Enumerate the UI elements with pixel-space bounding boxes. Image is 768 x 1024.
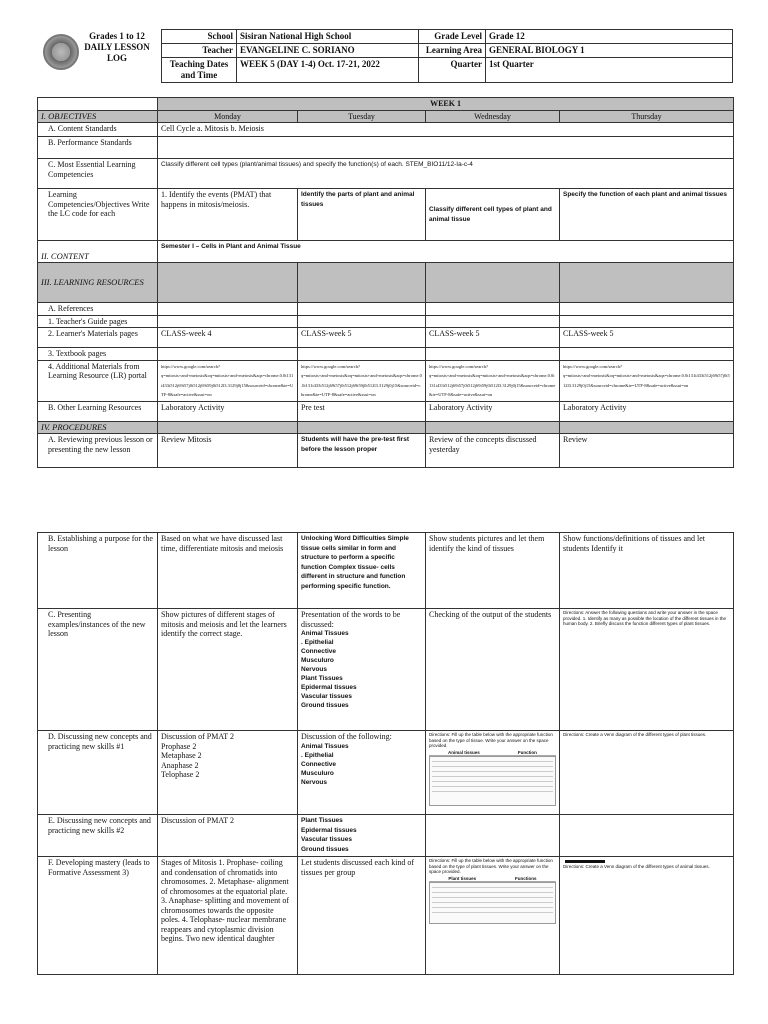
list-item: Vascular tissues: [301, 836, 352, 843]
url-thursday[interactable]: https://www.google.com/search?q=mitosis+and+meiosis&oq=mitosis+and+meiosis&aqs=chrome.0.0i131i433i512j69i57j0i512l3.3129j0j15&sourceid=chrome&ie=UTF-8&safe=active&ssui=on: [560, 360, 734, 401]
list-item: Musculuro: [301, 769, 334, 777]
proc-c-wednesday: Checking of the output of the students: [426, 609, 560, 731]
content-standards-label: A. Content Standards: [38, 123, 158, 137]
lm-label: 2. Learner's Materials pages: [38, 328, 158, 348]
performance-label: B. Performance Standards: [38, 137, 158, 159]
resources-mon: [158, 263, 298, 303]
list-item: Musculuro: [301, 657, 334, 664]
list-item: . Epithelial: [301, 751, 334, 759]
lc-label: Learning Competencies/Objectives Write the LC code for each: [38, 189, 158, 241]
other-monday: Laboratory Activity: [158, 401, 298, 421]
empty-cell: [426, 315, 560, 328]
url-tuesday[interactable]: https://www.google.com/search?q=mitosis+and+meiosis&oq=mitosis+and+meiosis&aqs=chrome.0.0i131i433i512j69i57j0i512j69i59j0i512l3.3129j0j15&sourceid=chrome&ie=UTF-8&safe=active&ssui=on: [298, 360, 426, 401]
proc-d-thursday-directions: Directions: Create a Venn diagram of the different types of plant tissues.: [563, 732, 707, 737]
proc-e-label: E. Discussing new concepts and practicing new skills #2: [38, 815, 158, 857]
proc-c-label: C. Presenting examples/instances of the new lesson: [38, 609, 158, 731]
resources-wed: [426, 263, 560, 303]
tg-label: 1. Teacher's Guide pages: [38, 315, 158, 328]
proc-f-thursday: [560, 857, 734, 975]
lc-tuesday: Identify the parts of plant and animal tissues: [298, 189, 426, 241]
teacher-value: EVANGELINE C. SORIANO: [237, 44, 419, 58]
proc-c-tuesday: [298, 609, 426, 731]
lm-tuesday: CLASS-week 5: [298, 328, 426, 348]
list-item: Discussion of PMAT 2: [161, 732, 234, 741]
list-item: Ground tissues: [301, 845, 349, 853]
proc-d-label: D. Discussing new concepts and practicing new skills #1: [38, 731, 158, 815]
proc-f-thursday-directions: Directions: Create a Venn diagram of the different types of animal tissues.: [563, 864, 710, 869]
school-label: School: [162, 30, 237, 44]
header-table: [37, 29, 733, 83]
melc-label: C. Most Essential Learning Competencies: [38, 159, 158, 189]
title-line3: LOG: [106, 52, 127, 63]
list-item: Nervous: [301, 778, 328, 786]
school-value: Sisiran National High School: [237, 30, 419, 44]
title-line1: Grades 1 to 12: [89, 30, 145, 41]
worksheet-col: Functions: [515, 875, 537, 881]
list-item: Nervous: [301, 666, 328, 673]
lm-wednesday: CLASS-week 5: [426, 328, 560, 348]
quarter-label: Quarter: [419, 58, 486, 83]
other-thursday: Laboratory Activity: [560, 401, 734, 421]
proc-a-monday: Review Mitosis: [158, 434, 298, 468]
area-value: GENERAL BIOLOGY 1: [486, 44, 733, 58]
tb-label: 3. Textbook pages: [38, 348, 158, 361]
empty-cell: [426, 348, 560, 361]
empty-cell: [560, 348, 734, 361]
url-wednesday[interactable]: https://www.google.com/search?q=mitosis+and+meiosis&oq=mitosis+and+meiosis&aqs=chrome.0.0i131i433i512j69i57j0i512j69i59j0i512l3.3129j0j15&sourceid=chrome&ie=UTF-8&safe=active&ssui=on: [426, 360, 560, 401]
list-item: Epidermal tissues: [301, 684, 357, 691]
lc-wednesday: Classify different cell types of plant and animal tissue: [426, 189, 560, 241]
day-wednesday: Wednesday: [426, 110, 560, 123]
empty-cell: [560, 315, 734, 328]
performance-value: [158, 137, 734, 159]
lc-thursday: Specify the function of each plant and animal tissues: [560, 189, 734, 241]
resources-tue: [298, 263, 426, 303]
proc-d-tuesday-intro: Discussion of the following:: [301, 732, 392, 741]
lm-thursday: CLASS-week 5: [560, 328, 734, 348]
area-label: Learning Area: [419, 44, 486, 58]
proc-c-thursday-directions: Directions: Answer the following questions and write your answer in the space provided. 1. Identify as many as possible the location of the different tissues in the human body. 2. Briefly discuss the function different types of plant tissues.: [563, 610, 727, 626]
proc-d-thursday: [560, 731, 734, 815]
proc-b-monday: Based on what we have discussed last time, differentiate mitosis and meiosis: [158, 533, 298, 609]
worksheet-col: Plant tissues: [448, 875, 477, 881]
empty-cell: [426, 303, 560, 316]
proc-f-tuesday: Let students discussed each kind of tissues per group: [298, 857, 426, 975]
heading-bar: [565, 860, 605, 863]
list-item: Epidermal tissues: [301, 826, 357, 834]
proc-c-monday: Show pictures of different stages of mitosis and meiosis and let the learners identify the correct stage.: [158, 609, 298, 731]
quarter-value: 1st Quarter: [486, 58, 733, 83]
proc-c-tuesday-intro: Presentation of the words to be discussed:: [301, 610, 401, 629]
other-tuesday: Pre test: [298, 401, 426, 421]
add-label: 4. Additional Materials from Learning Resource (LR) portal: [38, 360, 158, 401]
objectives-label: I. OBJECTIVES: [38, 110, 158, 123]
empty-cell: [158, 348, 298, 361]
url-monday[interactable]: https://www.google.com/search?q=mitosis+and+meiosis&oq=mitosis+and+meiosis&aqs=chrome.0.0i131i433i512j69i57j0i512j69i59j0i512l3.3129j0j15&sourceid=chrome&ie=UTF-8&safe=active&ssui=on: [158, 360, 298, 401]
proc-a-thursday: Review: [560, 434, 734, 468]
proc-f-wednesday-directions: Directions: Fill up the table below with the appropriate function based on the type of plant tissues. Write your answer on the space provided.: [429, 858, 553, 874]
list-item: Animal Tissues: [301, 742, 349, 750]
empty-cell: [560, 303, 734, 316]
dll-table-page1: [37, 97, 734, 468]
content-standards-value: Cell Cycle a. Mitosis b. Meiosis: [158, 123, 734, 137]
week-label: WEEK 1: [158, 98, 734, 111]
resources-label: III. LEARNING RESOURCES: [38, 263, 158, 303]
proc-b-wednesday: Show students pictures and let them identify the kind of tissues: [426, 533, 560, 609]
dates-label: Teaching Dates and Time: [162, 58, 237, 83]
list-item: Metaphase 2: [161, 751, 202, 760]
lc-monday: 1. Identify the events (PMAT) that happens in mitosis/meiosis.: [158, 189, 298, 241]
day-tuesday: Tuesday: [298, 110, 426, 123]
empty-cell: [158, 421, 298, 434]
procedures-label: IV. PROCEDURES: [38, 421, 158, 434]
empty-cell: [560, 815, 734, 857]
day-thursday: Thursday: [560, 110, 734, 123]
proc-a-label: A. Reviewing previous lesson or presenting the new lesson: [38, 434, 158, 468]
proc-b-label: B. Establishing a purpose for the lesson: [38, 533, 158, 609]
proc-c-thursday: [560, 609, 734, 731]
list-item: Connective: [301, 648, 337, 655]
list-item: Vascular tissues: [301, 693, 352, 700]
empty-cell: [298, 303, 426, 316]
list-item: Ground tissues: [301, 702, 349, 709]
grade-value: Grade 12: [486, 30, 733, 44]
other-wednesday: Laboratory Activity: [426, 401, 560, 421]
empty-cell: [158, 303, 298, 316]
empty-cell: [426, 815, 560, 857]
worksheet-col: Animal tissues: [448, 749, 480, 755]
proc-d-wednesday-directions: Directions: Fill up the table below with the appropriate function based on the type of tissue. Write your answer on the space provided.: [429, 732, 553, 748]
list-item: Connective: [301, 760, 337, 768]
list-item: Plant Tissues: [301, 817, 343, 824]
resources-thu: [560, 263, 734, 303]
header-title-cell: [37, 30, 162, 83]
empty-cell: [158, 315, 298, 328]
empty-cell: [298, 421, 426, 434]
proc-f-wednesday: [426, 857, 560, 975]
worksheet-thumbnail: [429, 882, 556, 924]
melc-value: Classify different cell types (plant/animal tissues) and specify the function(s) of each. STEM_BIO11/12-Ia-c-4: [158, 159, 734, 189]
proc-e-monday: Discussion of PMAT 2: [158, 815, 298, 857]
content-label: II. CONTENT: [38, 241, 158, 263]
title-line2: DAILY LESSON: [84, 41, 150, 52]
proc-c-tuesday-list: [301, 629, 422, 710]
content-value: Semester I – Cells in Plant and Animal Tissue: [158, 241, 734, 263]
proc-e-tuesday: [298, 815, 426, 857]
worksheet-thumbnail: [429, 756, 556, 806]
teacher-label: Teacher: [162, 44, 237, 58]
references-label: A. References: [38, 303, 158, 316]
corner-cell: [38, 98, 158, 111]
dll-table-page2: [37, 532, 734, 975]
list-item: Animal Tissues: [301, 630, 349, 637]
list-item: . Epithelial: [301, 639, 334, 646]
proc-d-tuesday-list: [301, 742, 422, 787]
grade-label: Grade Level: [419, 30, 486, 44]
list-item: Prophase 2: [161, 741, 197, 751]
dates-value: WEEK 5 (DAY 1-4) Oct. 17-21, 2022: [237, 58, 419, 83]
lm-monday: CLASS-week 4: [158, 328, 298, 348]
proc-f-monday: Stages of Mitosis 1. Prophase- coiling and condensation of chromatids into chromosomes. 2. Metaphase- alignment of chromosomes at the equatorial plate. 3. Anaphase- splitting and movement of chromosomes towards the opposite poles. 4. Telophase- nuclear membrane reappears and cytoplasmic division begins. Two new identical daughter: [158, 857, 298, 975]
proc-d-wednesday: [426, 731, 560, 815]
list-item: Telophase 2: [161, 770, 200, 779]
proc-b-tuesday: Unlocking Word Difficulties Simple tissue cells similar in form and structure to perform a specific function Complex tissue- cells different in structure and function performing specific function.: [298, 533, 426, 609]
proc-d-monday: [158, 731, 298, 815]
proc-f-label: F. Developing mastery (leads to Formative Assessment 3): [38, 857, 158, 975]
other-label: B. Other Learning Resources: [38, 401, 158, 421]
deped-seal-icon: [43, 34, 79, 70]
empty-cell: [560, 421, 734, 434]
day-monday: Monday: [158, 110, 298, 123]
proc-b-thursday: Show functions/definitions of tissues and let students Identify it: [560, 533, 734, 609]
empty-cell: [298, 348, 426, 361]
list-item: Anaphase 2: [161, 760, 199, 770]
proc-d-tuesday: [298, 731, 426, 815]
proc-a-wednesday: Review of the concepts discussed yesterday: [426, 434, 560, 468]
empty-cell: [426, 421, 560, 434]
proc-a-tuesday: Students will have the pre-test first before the lesson proper: [298, 434, 426, 468]
list-item: Plant Tissues: [301, 675, 343, 682]
empty-cell: [298, 315, 426, 328]
worksheet-col: Function: [517, 749, 537, 755]
